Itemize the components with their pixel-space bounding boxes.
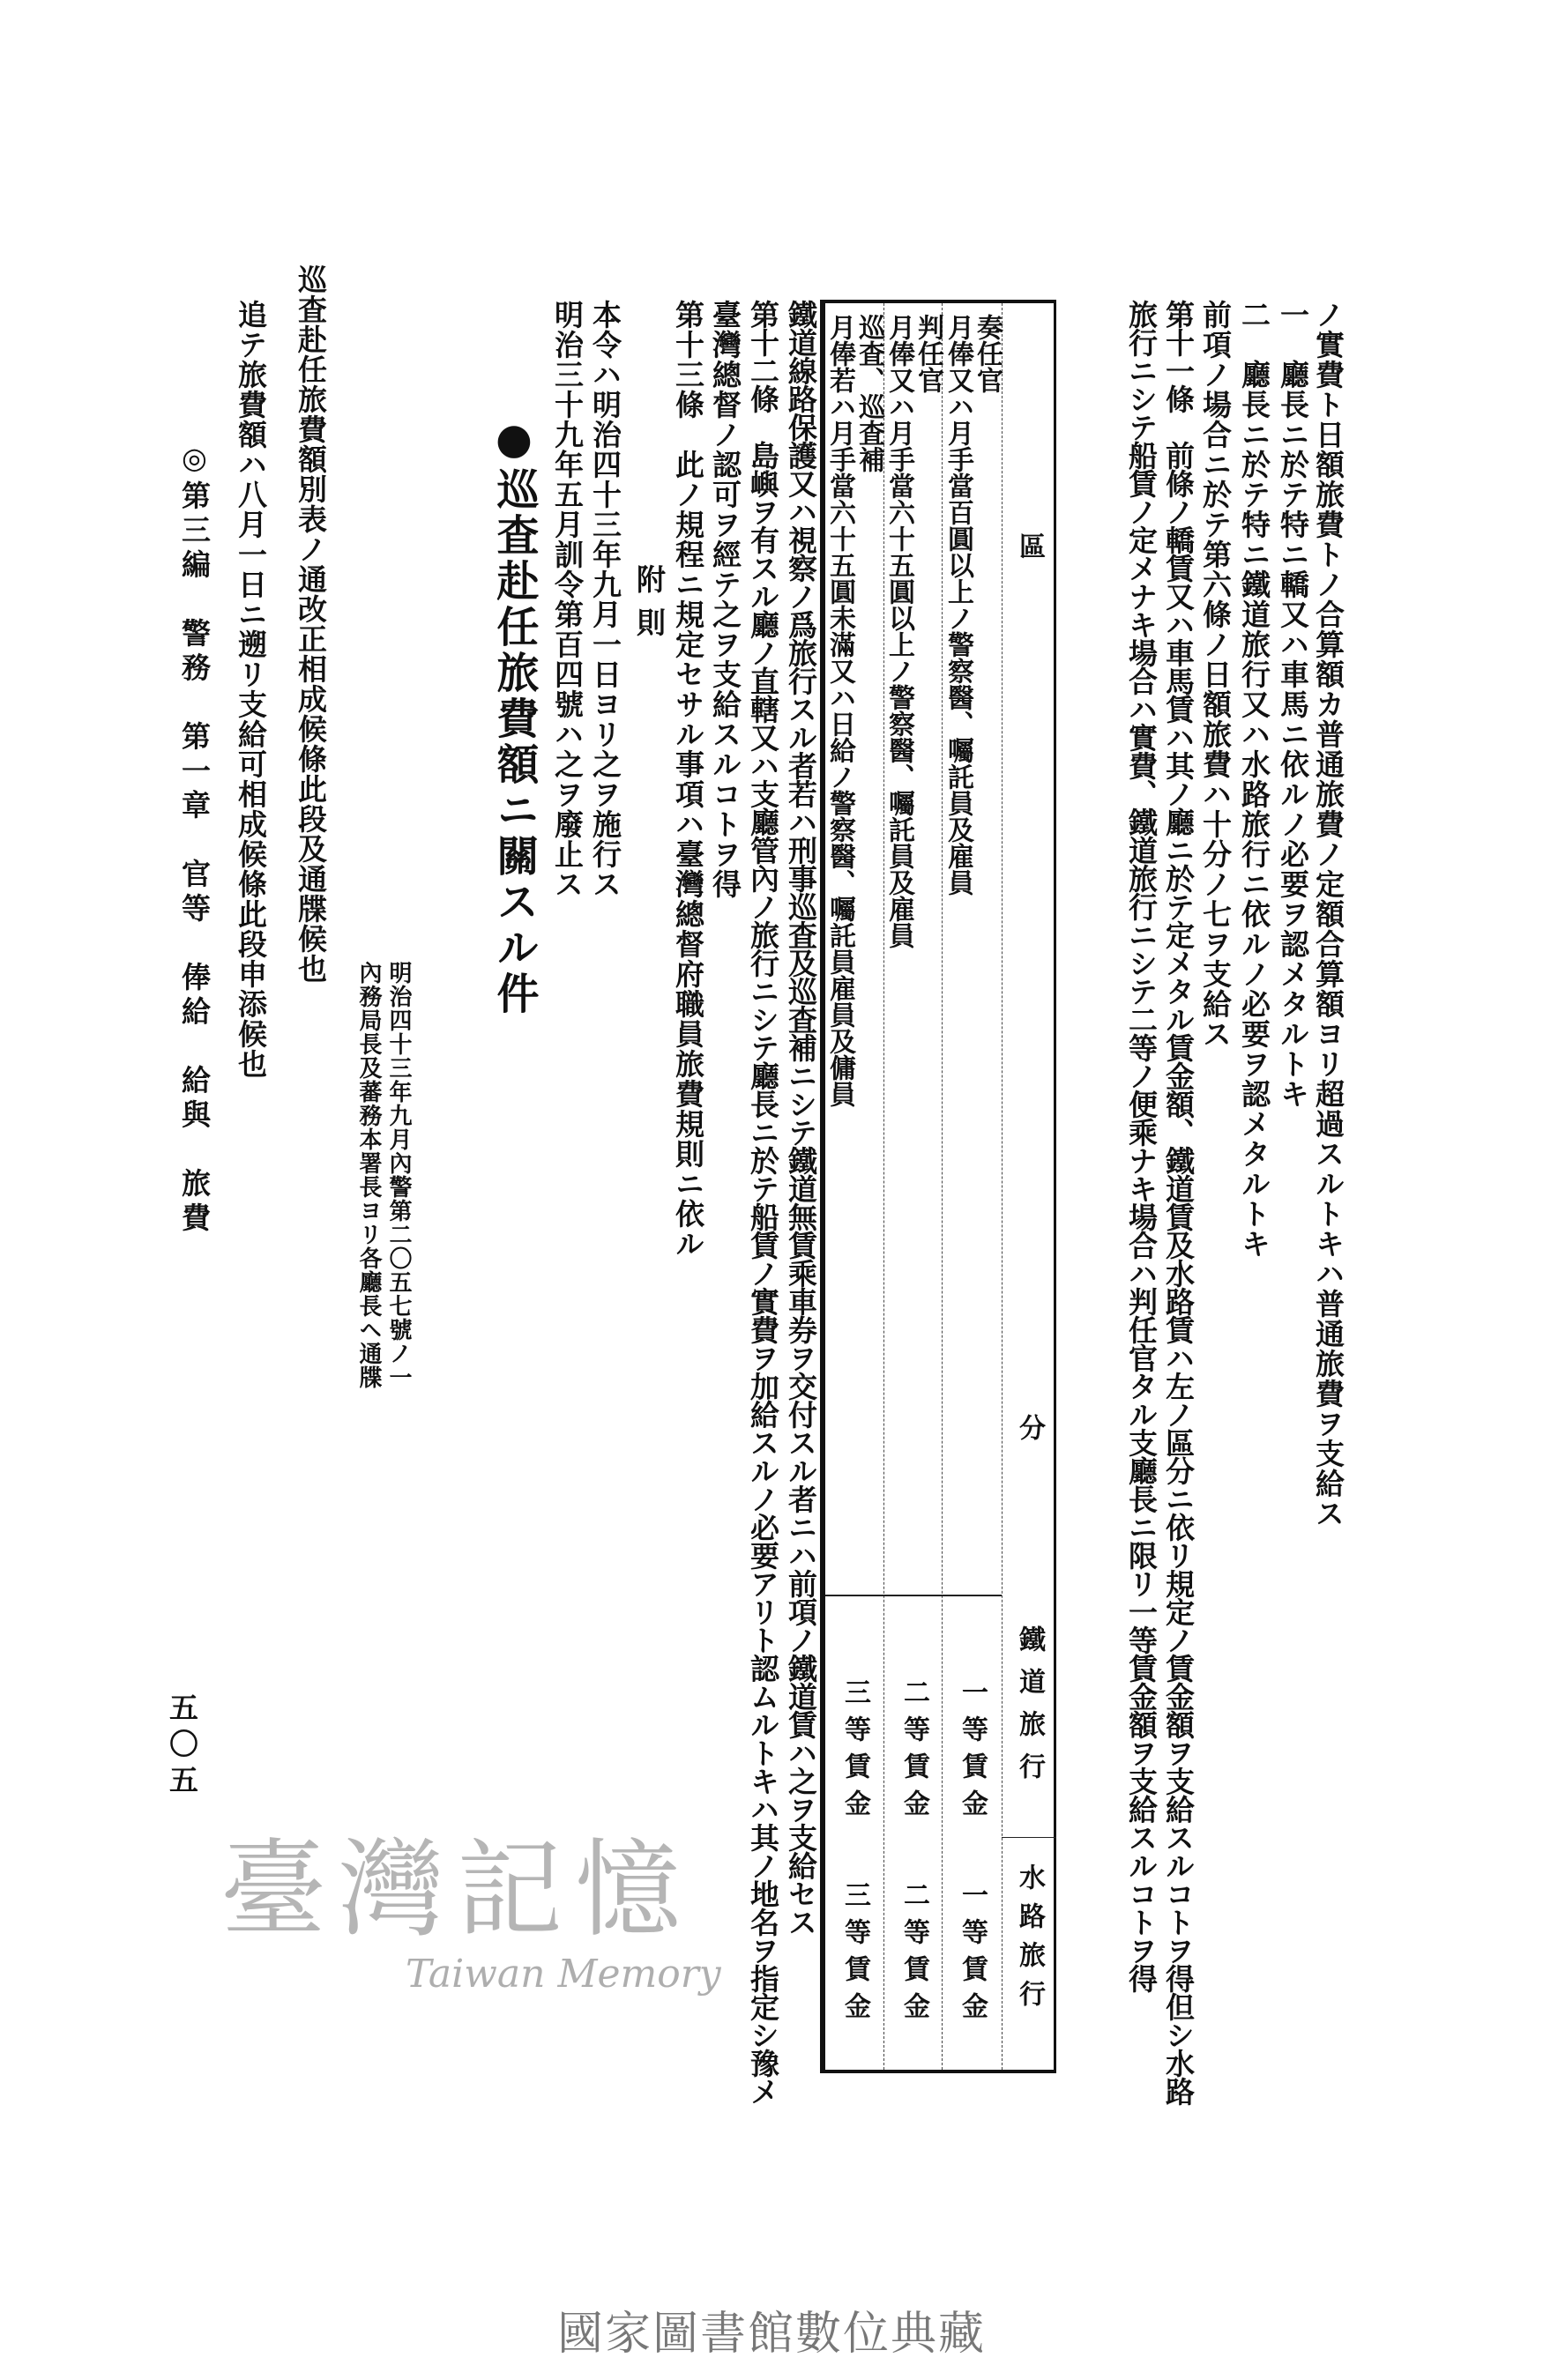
row-3-water: 三等賃金 — [839, 1881, 870, 2029]
row-1-water: 一等賃金 — [957, 1881, 988, 2029]
column-top-3: 二 廳長ニ於テ特ニ鐵道旅行又ハ水路旅行ニ依ルノ必要ヲ認メタルトキ — [1237, 300, 1271, 1259]
column-top-1: ノ實費ト日額旅費トノ合算額カ普通旅費ノ定額合算額ヨリ超過スルトキハ普通旅費ヲ支給ス — [1311, 300, 1345, 1528]
row-2-rank: 判任官 — [913, 314, 943, 393]
column-top-4: 前項ノ場合ニ於テ第六條ノ日額旅費ハ十分ノ七ヲ支給ス — [1198, 300, 1233, 1049]
row-1-rail: 一等賃金 — [957, 1678, 988, 1826]
row-2-desc: 月俸又ハ月手當六十五圓以上ノ警察醫、囑託員及雇員 — [883, 314, 914, 948]
watermark-logo-en: Taiwan Memory — [406, 1952, 721, 1997]
supplementary-heading: 附則 — [632, 564, 667, 651]
page-number: 五〇五 — [165, 1692, 199, 1801]
header-rail: 鐵道旅行 — [1014, 1625, 1045, 1795]
row-2-rail: 二等賃金 — [898, 1678, 929, 1826]
footer-credit: 國家圖書館數位典藏 — [556, 2308, 986, 2361]
row-3-rail: 三等賃金 — [839, 1678, 870, 1826]
row-3-rank: 巡査、巡査補 — [853, 314, 884, 472]
notice-title: ●巡査赴任旅費額ニ關スル件 — [489, 414, 539, 1017]
notice-body-2: 追テ旅費額ハ八月一日ニ遡リ支給可相成候條此段申添候也 — [234, 300, 268, 1079]
notice-body-1: 巡査赴任旅費額別表ノ通改正相成候條此段及通牒候也 — [294, 264, 328, 984]
notice-ref-2: 內務局長及蕃務本署長ヨリ各廳長ヘ通牒 — [355, 961, 382, 1389]
article-12: 第十二條 島嶼ヲ有スル廳ノ直轄又ハ支廳管內ノ旅行ニシテ廳長ニ於テ船賃ノ實費ヲ加給スルノ必要アリト認ムルトキハ其ノ地名ヲ指定シ豫メ — [746, 300, 780, 2105]
fare-table — [820, 300, 1056, 2073]
article-12-cont: 臺灣總督ノ認可ヲ經テ之ヲ支給スルコトヲ得 — [708, 300, 742, 899]
row-3-desc: 月俸若ハ月手當六十五圓未滿又ハ日給ノ警察醫、囑託員雇員及傭員 — [824, 314, 855, 1107]
column-bottom-1: 鐵道線路保護又ハ視察ノ爲旅行スル者若ハ刑事巡査及巡査補ニシテ鐵道無賃乘車券ヲ交付スル者ニハ前項ノ鐵道賃ハ之ヲ支給セス — [784, 300, 818, 1936]
supplementary-line-1: 本令ハ明治四十三年九月一日ヨリ之ヲ施行ス — [588, 300, 622, 899]
header-category-1: 區 — [1014, 532, 1045, 559]
column-top-2: 一 廳長ニ於テ特ニ轎又ハ車馬ニ依ルノ必要ヲ認メタルトキ — [1276, 300, 1310, 1109]
watermark-logo: 臺灣記憶 — [220, 1829, 693, 1952]
supplementary-line-2: 明治三十九年五月訓令第百四號ハ之ヲ廢止ス — [550, 300, 585, 899]
row-2-water: 二等賃金 — [898, 1881, 929, 2029]
header-water: 水路旅行 — [1014, 1863, 1045, 2019]
running-head: ◎第三編 警務 第一章 官等 俸給 給與 旅費 — [177, 441, 212, 1237]
row-1-rank: 奏任官 — [972, 314, 1003, 393]
article-11: 第十一條 前條ノ轎賃又ハ車馬賃ハ其ノ廳ニ於テ定メタル賃金額、鐵道賃及水路賃ハ左ノ區分ニ依リ規定ノ賃金額ヲ支給スルコトヲ得但シ水路 — [1161, 300, 1196, 2105]
notice-ref-1: 明治四十三年九月內警第二〇五七號ノ一 — [385, 961, 412, 1389]
article-13: 第十三條 此ノ規程ニ規定セサル事項ハ臺灣總督府職員旅費規則ニ依ル — [671, 300, 705, 1259]
article-11-cont: 旅行ニシテ船賃ノ定メナキ場合ハ實費、鐵道旅行ニシテ二等ノ便乘ナキ場合ハ判任官タル支廳長ニ限リ一等賃金額ヲ支給スルコトヲ得 — [1124, 300, 1159, 1992]
header-category-2: 分 — [1014, 1414, 1045, 1440]
row-1-desc: 月俸又ハ月手當百圓以上ノ警察醫、囑託員及雇員 — [943, 314, 973, 896]
